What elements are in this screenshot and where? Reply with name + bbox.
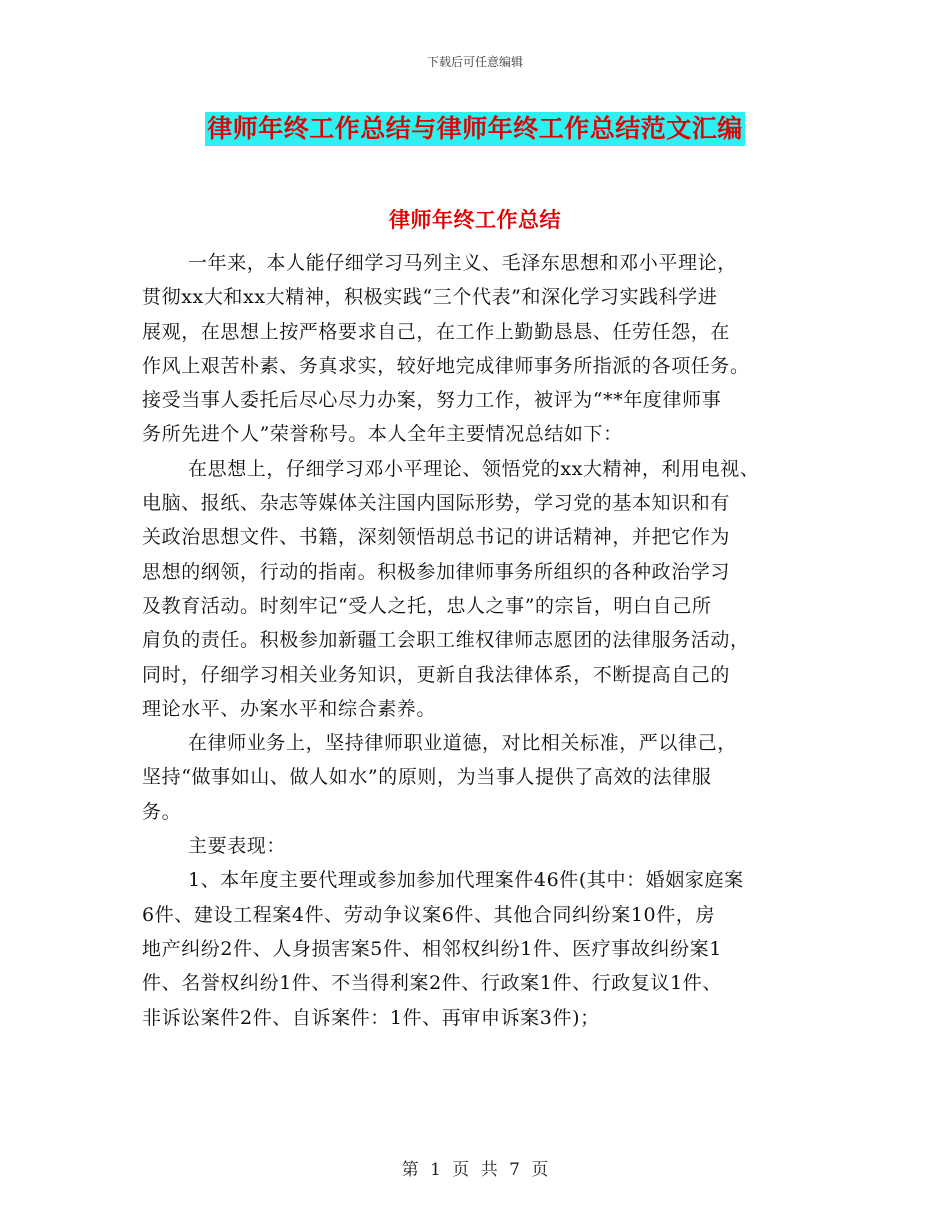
document-title-container [0,112,950,146]
document-body [142,246,822,1035]
body-text-line: 作风上艰苦朴素、务真求实，较好地完成律师事务所指派的各项任务。 [142,354,750,377]
body-text-line: 6件、建设工程案4件、劳动争议案6件、其他合同纠纷案10件，房 [142,903,716,926]
body-text-line: 1、本年度主要代理或参加参加代理案件46件(其中：婚姻家庭案 [188,869,744,892]
body-text-line: 地产纠纷2件、人身损害案5件、相邻权纠纷1件、医疗事故纠纷案1 [142,937,722,960]
section-title: 律师年终工作总结 [389,208,561,232]
body-text-line: 主要表现： [188,835,287,858]
body-text-line: 同时，仔细学习相关业务知识，更新自我法律体系，不断提高自己的 [142,663,731,686]
document-title: 律师年终工作总结与律师年终工作总结范文汇编 [205,112,745,146]
body-text-line: 非诉讼案件2件、自诉案件：1件、再审申诉案3件)； [142,1006,600,1029]
body-text-line: 及教育活动。时刻牢记“受人之托，忠人之事”的宗旨，明白自己所 [142,594,712,617]
body-text-line: 贯彻xx大和xx大精神，积极实践“三个代表”和深化学习实践科学进 [142,286,718,309]
body-text-line: 一年来，本人能仔细学习马列主义、毛泽东思想和邓小平理论， [188,252,737,274]
body-text-line: 肩负的责任。积极参加新疆工会职工维权律师志愿团的法律服务活动， [142,629,750,652]
body-text-line: 展观，在思想上按严格要求自己，在工作上勤勤恳恳、任劳任怨，在 [142,320,731,343]
body-text-line: 理论水平、办案水平和综合素养。 [142,697,437,720]
body-text-line: 在律师业务上，坚持律师职业道德，对比相关标准，严以律己， [188,732,737,755]
body-text-line: 电脑、报纸、杂志等媒体关注国内国际形势，学习党的基本知识和有 [142,492,731,515]
body-text-line: 思想的纲领，行动的指南。积极参加律师事务所组织的各种政治学习 [142,560,731,583]
body-text-line: 务。 [142,800,182,823]
page-number-footer: 第 1 页 共 7 页 [401,1160,549,1180]
body-text-line: 件、名誉权纠纷1件、不当得利案2件、行政案1件、行政复议1件、 [142,972,722,995]
body-text-line: 在思想上，仔细学习邓小平理论、领悟党的xx大精神，利用电视、 [188,457,760,480]
body-text-line: 关政治思想文件、书籍，深刻领悟胡总书记的讲话精神，并把它作为 [142,526,731,549]
body-text-line: 务所先进个人”荣誉称号。本人全年主要情况总结如下： [142,423,623,446]
body-text-line: 坚持“做事如山、做人如水”的原则，为当事人提供了高效的法律服 [142,766,712,789]
page-header-note: 下载后可任意编辑 [426,55,523,69]
body-text-line: 接受当事人委托后尽心尽力办案，努力工作，被评为“**年度律师事 [142,389,722,412]
